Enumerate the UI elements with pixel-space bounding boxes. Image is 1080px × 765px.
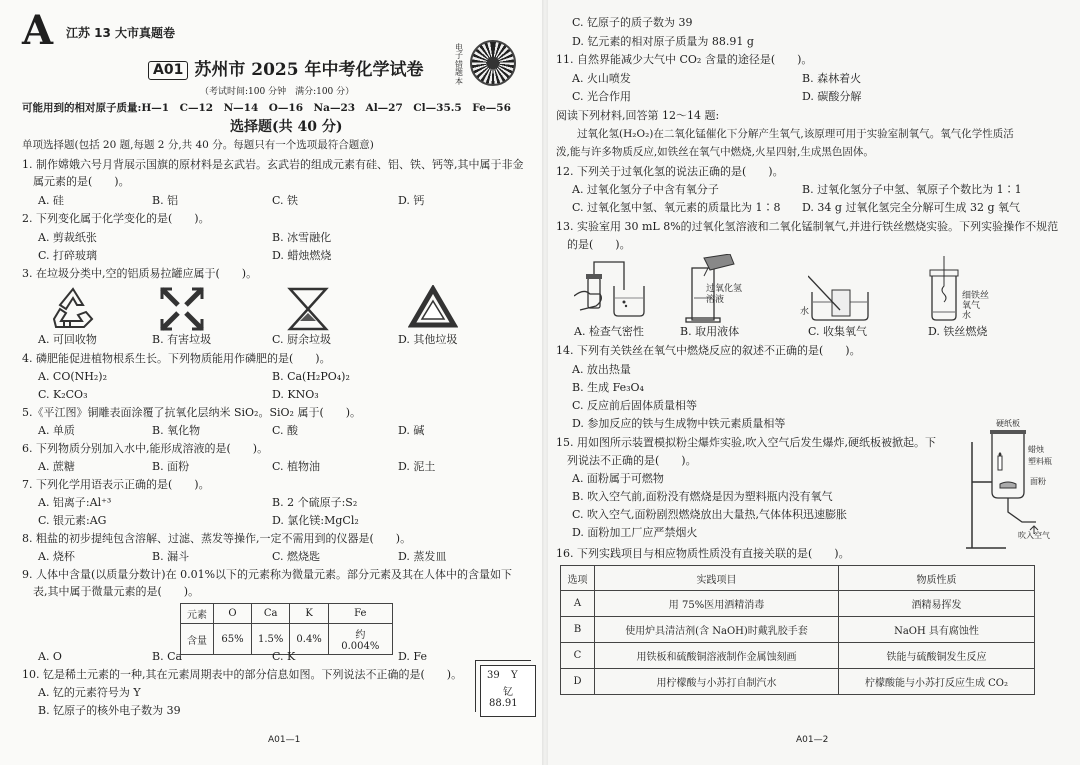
q16-stem: 16. 下列实践项目与相应物质性质没有直接关联的是( )。 — [556, 547, 850, 560]
q14-opt-c[interactable]: C. 反应前后固体质量相等 — [572, 399, 698, 412]
table-cell: 使用炉具清洁剂(含 NaOH)时戴乳胶手套 — [595, 617, 839, 643]
q8-stem: 8. 粗盐的初步提纯包含溶解、过滤、蒸发等操作,一定不需用到的仪器是( )。 — [22, 532, 412, 545]
q2-opt-d[interactable]: D. 蜡烛燃烧 — [272, 249, 332, 262]
table-row[interactable] — [561, 669, 1035, 695]
q15-opt-b[interactable]: B. 吹入空气前,面粉没有燃烧是因为塑料瓶内没有氧气 — [572, 490, 833, 503]
q6-opt-b[interactable]: B. 面粉 — [152, 460, 190, 473]
q13-opt-c[interactable]: C. 收集氧气 — [808, 325, 868, 338]
table-cell: 约 0.004% — [328, 624, 392, 655]
q9-opt-b[interactable]: B. Ca — [152, 650, 183, 663]
q11-opt-d[interactable]: D. 碳酸分解 — [802, 90, 862, 103]
table-cell: 用 75%医用酒精消毒 — [595, 591, 839, 617]
q8-opt-c[interactable]: C. 燃烧匙 — [272, 550, 321, 563]
q15-label-air-in: 吹入空气 — [1018, 531, 1050, 540]
q12-opt-a[interactable]: A. 过氧化氢分子中含有氧分子 — [572, 183, 719, 196]
q14-opt-d[interactable]: D. 参加反应的铁与生成物中铁元素质量相等 — [572, 417, 786, 430]
q10-stem: 10. 钇是稀土元素的一种,其在元素周期表中的部分信息如图。下列说法不正确的是( )。 — [22, 668, 463, 681]
q13-opt-d[interactable]: D. 铁丝燃烧 — [928, 325, 988, 338]
q4-opt-a[interactable]: A. CO(NH₂)₂ — [38, 370, 107, 383]
reading-para-2: 泼,能与许多物质反应,如铁丝在氧气中燃烧,火星四射,生成黑色固体。 — [556, 146, 874, 158]
table-cell: 含量 — [181, 624, 214, 655]
q6-opt-d[interactable]: D. 泥土 — [398, 460, 436, 473]
atomic-masses: 可能用到的相对原子质量:H—1 C—12 N—14 O—16 Na—23 Al—27 Cl—35.5 Fe—56 — [22, 102, 511, 114]
table-row[interactable] — [561, 591, 1035, 617]
table-cell: 0.4% — [290, 624, 328, 655]
q13-opt-a[interactable]: A. 检查气密性 — [574, 325, 644, 338]
q1-stem-cont: 属元素的是( )。 — [22, 175, 130, 188]
page-number-left: A01—1 — [268, 735, 301, 745]
q3-stem: 3. 在垃圾分类中,空的铝质易拉罐应属于( )。 — [22, 267, 258, 280]
q1-opt-d[interactable]: D. 钙 — [398, 194, 425, 207]
reading-intro: 阅读下列材料,回答第 12～14 题: — [556, 109, 720, 122]
q10-opt-c[interactable]: C. 钇原子的质子数为 39 — [572, 16, 693, 29]
q15-stem: 15. 用如图所示装置模拟粉尘爆炸实验,吹入空气后发生爆炸,硬纸板被掀起。下 — [556, 436, 936, 449]
exam-info: （考试时间:100 分钟 满分:100 分） — [200, 87, 355, 97]
q1-opt-c[interactable]: C. 铁 — [272, 194, 299, 207]
q8-opt-a[interactable]: A. 烧杯 — [38, 550, 75, 563]
q15-stem-cont: 列说法不正确的是( )。 — [556, 454, 697, 467]
q13-opt-b[interactable]: B. 取用液体 — [680, 325, 740, 338]
q9-stem-cont: 表,其中属于微量元素的是( )。 — [22, 585, 200, 598]
table-cell: O — [214, 604, 252, 624]
qr-label: 电子错题本 — [455, 43, 463, 86]
q7-opt-a[interactable]: A. 铝离子:Al⁺³ — [38, 496, 112, 509]
element-name: 钇 — [503, 687, 513, 698]
q2-opt-b[interactable]: B. 冰雪融化 — [272, 231, 332, 244]
q15-label-cardboard: 硬纸板 — [996, 419, 1020, 428]
q4-opt-d[interactable]: D. KNO₃ — [272, 388, 319, 401]
q2-opt-a[interactable]: A. 剪裁纸张 — [38, 231, 97, 244]
q5-opt-c[interactable]: C. 酸 — [272, 424, 299, 437]
table-cell: Ca — [252, 604, 290, 624]
q2-opt-c[interactable]: C. 打碎玻璃 — [38, 249, 98, 262]
q14-stem: 14. 下列有关铁丝在氧气中燃烧反应的叙述不正确的是( )。 — [556, 344, 861, 357]
q1-opt-a[interactable]: A. 硅 — [38, 194, 64, 207]
q1-opt-b[interactable]: B. 铝 — [152, 194, 179, 207]
q3-opt-b[interactable]: B. 有害垃圾 — [152, 333, 212, 346]
q13-label-b: 过氧化氢溶液 — [706, 284, 743, 305]
atomic-number: 39 — [487, 670, 500, 681]
q3-opt-d[interactable]: D. 其他垃圾 — [398, 333, 458, 346]
table-row[interactable] — [561, 643, 1035, 669]
table-cell: 1.5% — [252, 624, 290, 655]
oxygen-collection-figure[interactable] — [808, 262, 874, 322]
q8-opt-d[interactable]: D. 蒸发皿 — [398, 550, 447, 563]
q4-opt-b[interactable]: B. Ca(H₂PO₄)₂ — [272, 370, 350, 383]
q5-opt-b[interactable]: B. 氧化物 — [152, 424, 201, 437]
element-symbol: Y — [511, 670, 518, 681]
q13-label-d-1: 细铁丝 — [962, 291, 990, 301]
q15-opt-d[interactable]: D. 面粉加工厂应严禁烟火 — [572, 526, 698, 539]
q7-stem: 7. 下列化学用语表示正确的是( )。 — [22, 478, 210, 491]
q11-opt-a[interactable]: A. 火山喷发 — [572, 72, 631, 85]
other-waste-icon[interactable] — [408, 285, 458, 331]
q7-opt-b[interactable]: B. 2 个硫原子:S₂ — [272, 496, 358, 509]
q6-opt-a[interactable]: A. 蔗糖 — [38, 460, 75, 473]
table-row[interactable] — [561, 617, 1035, 643]
q13-label-d-2: 氧气 — [962, 301, 981, 311]
exam-title-row — [148, 60, 423, 81]
q3-opt-a[interactable]: A. 可回收物 — [38, 333, 97, 346]
q6-stem: 6. 下列物质分别加入水中,能形成溶液的是( )。 — [22, 442, 269, 455]
q12-opt-b[interactable]: B. 过氧化氢分子中氢、氧原子个数比为 1∶1 — [802, 183, 1022, 196]
yttrium-element-card — [480, 665, 536, 717]
q4-stem: 4. 磷肥能促进植物根系生长。下列物质能用作磷肥的是( )。 — [22, 352, 331, 365]
q9-table — [180, 603, 393, 655]
table-cell: A — [561, 591, 595, 617]
table-row — [181, 604, 393, 624]
section-title: 选择题(共 40 分) — [230, 119, 343, 135]
table-cell: 铁能与硫酸铜发生反应 — [839, 643, 1035, 669]
qr-code-icon[interactable] — [470, 40, 516, 86]
iron-wire-burning-figure[interactable] — [922, 256, 962, 322]
table-cell: K — [290, 604, 328, 624]
q12-opt-c[interactable]: C. 过氧化氢中氢、氧元素的质量比为 1∶8 — [572, 201, 781, 214]
q3-opt-c[interactable]: C. 厨余垃圾 — [272, 333, 332, 346]
q2-stem: 2. 下列变化属于化学变化的是( )。 — [22, 212, 210, 225]
paper-code: A01 — [148, 61, 188, 81]
q14-opt-b[interactable]: B. 生成 Fe₃O₄ — [572, 381, 644, 394]
recycle-icon[interactable] — [48, 285, 98, 331]
q13-stem: 13. 实验室用 30 mL 8%的过氧化氢溶液和二氧化锰制氧气,并进行铁丝燃烧实验。下列实验操作不规范 — [556, 220, 1059, 233]
table-cell: Fe — [328, 604, 392, 624]
q9-opt-d[interactable]: D. Fe — [398, 650, 427, 663]
table-cell: 用柠檬酸与小苏打自制汽水 — [595, 669, 839, 695]
airtightness-check-figure[interactable] — [574, 256, 660, 322]
q10-opt-d[interactable]: D. 钇元素的相对原子质量为 88.91 g — [572, 35, 754, 48]
q1-stem: 1. 制作嫦娥六号月背展示国旗的原材料是玄武岩。玄武岩的组成元素有硅、铝、铁、钙等,其中属于非金 — [22, 158, 524, 171]
page-gutter — [542, 0, 548, 765]
q5-opt-d[interactable]: D. 碱 — [398, 424, 425, 437]
q7-opt-c[interactable]: C. 银元素:AG — [38, 514, 107, 527]
q15-label-candle: 蜡烛 — [1028, 445, 1044, 454]
q11-opt-c[interactable]: C. 光合作用 — [572, 90, 632, 103]
table-header-row — [561, 566, 1035, 591]
q9-opt-c[interactable]: C. K — [272, 650, 296, 663]
q7-opt-d[interactable]: D. 氯化镁:MgCl₂ — [272, 514, 359, 527]
q9-opt-a[interactable]: A. O — [38, 650, 62, 663]
q16-table — [560, 565, 1035, 695]
table-cell: 用铁板和硫酸铜溶液制作金属蚀刻画 — [595, 643, 839, 669]
q9-stem: 9. 人体中含量(以质量分数计)在 0.01%以下的元素称为微量元素。部分元素及其在人体中的含量如下 — [22, 568, 513, 581]
table-header-cell: 选项 — [561, 566, 595, 591]
q14-opt-a[interactable]: A. 放出热量 — [572, 363, 631, 376]
series-letter: A — [22, 7, 54, 54]
q15-opt-c[interactable]: C. 吹入空气,面粉剧烈燃烧放出大量热,气体体积迅速膨胀 — [572, 508, 848, 521]
q13-label-d-3: 水 — [962, 311, 972, 321]
exam-title: 苏州市 2025 年中考化学试卷 — [194, 60, 424, 80]
q12-opt-d[interactable]: D. 34 g 过氧化氢完全分解可生成 32 g 氧气 — [802, 201, 1020, 214]
page-number-right: A01—2 — [796, 735, 829, 745]
q10-opt-a[interactable]: A. 钇的元素符号为 Y — [38, 686, 141, 699]
table-cell: 酒精易挥发 — [839, 591, 1035, 617]
q5-opt-a[interactable]: A. 单质 — [38, 424, 75, 437]
q12-stem: 12. 下列关于过氧化氢的说法正确的是( )。 — [556, 165, 784, 178]
table-cell: NaOH 具有腐蚀性 — [839, 617, 1035, 643]
table-header-cell: 实践项目 — [595, 566, 839, 591]
table-cell: 65% — [214, 624, 252, 655]
series-title: 江苏 13 大市真题卷 — [66, 26, 176, 40]
table-cell: 柠檬酸能与小苏打反应生成 CO₂ — [839, 669, 1035, 695]
table-cell: D — [561, 669, 595, 695]
q8-opt-b[interactable]: B. 漏斗 — [152, 550, 190, 563]
kitchen-waste-icon[interactable] — [286, 285, 330, 333]
q13-label-c: 水 — [800, 307, 810, 317]
q10-opt-b[interactable]: B. 钇原子的核外电子数为 39 — [38, 704, 181, 717]
instructions: 单项选择题(包括 20 题,每题 2 分,共 40 分。每题只有一个选项最符合题意) — [22, 139, 374, 151]
q15-label-bottle: 塑料瓶 — [1028, 457, 1052, 466]
q15-opt-a[interactable]: A. 面粉属于可燃物 — [572, 472, 664, 485]
reading-para-1: 过氧化氢(H₂O₂)在二氧化锰催化下分解产生氧气,该原理可用于实验室制氧气。氧气化学性质活 — [556, 128, 1014, 140]
q6-opt-c[interactable]: C. 植物油 — [272, 460, 321, 473]
table-cell: 元素 — [181, 604, 214, 624]
table-cell: C — [561, 643, 595, 669]
table-header-cell: 物质性质 — [839, 566, 1035, 591]
q15-label-flour: 面粉 — [1030, 477, 1046, 486]
q11-opt-b[interactable]: B. 森林着火 — [802, 72, 862, 85]
q13-stem-cont: 的是( )。 — [556, 238, 631, 251]
hazardous-waste-icon[interactable] — [158, 285, 206, 333]
q5-stem: 5.《平江图》铜雕表面涂覆了抗氧化层纳米 SiO₂。SiO₂ 属于( )。 — [22, 406, 362, 419]
q11-stem: 11. 自然界能减少大气中 CO₂ 含量的途径是( )。 — [556, 53, 813, 66]
atomic-mass: 88.91 — [489, 698, 518, 709]
q4-opt-c[interactable]: C. K₂CO₃ — [38, 388, 88, 401]
table-cell: B — [561, 617, 595, 643]
